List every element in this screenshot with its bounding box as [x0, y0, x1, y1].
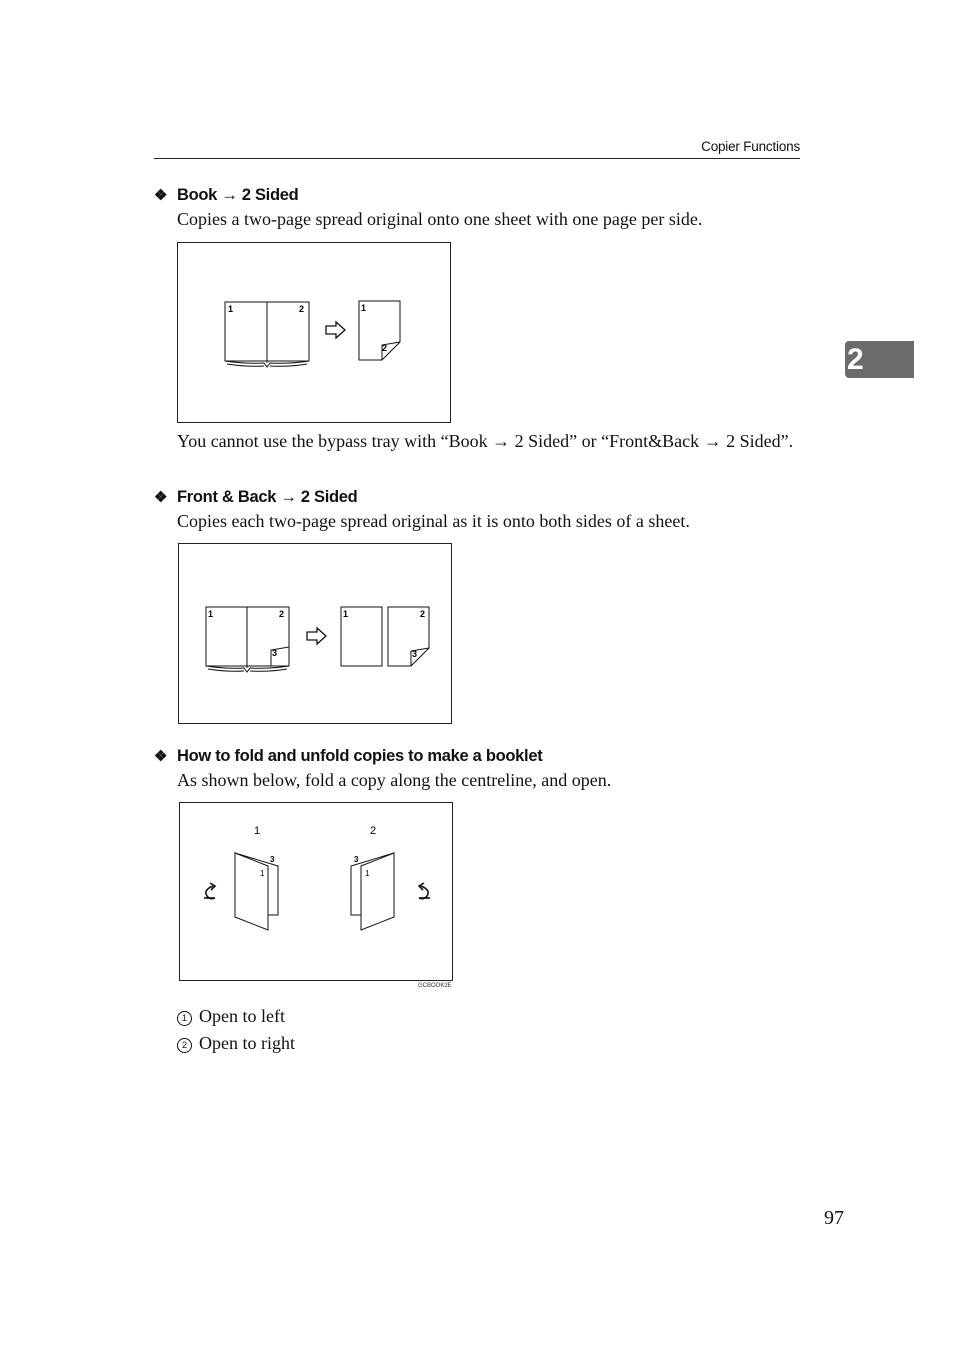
- page-label: 3: [354, 855, 359, 864]
- section-note: You cannot use the bypass tray with “Book → 2 Sided” or “Front&Back → 2 Sided”.: [177, 431, 794, 451]
- arrow-right-icon: [326, 322, 345, 338]
- section-description: Copies a two-page spread original onto one sheet with one page per side.: [177, 209, 703, 229]
- page-label: 1: [228, 304, 234, 314]
- legend-text: Open to right: [199, 1033, 295, 1053]
- section-heading-book-2-sided: [154, 186, 298, 205]
- header-title: Copier Functions: [701, 139, 800, 154]
- figure-booklet-fold: [179, 802, 453, 981]
- chapter-tab: 2: [845, 341, 914, 378]
- legend-item: [177, 1033, 295, 1054]
- page-label: 1: [343, 609, 349, 619]
- page-label: 2: [382, 343, 388, 353]
- page-label: 1: [208, 609, 214, 619]
- open-right-arrow-icon: [419, 883, 430, 899]
- arrow-right-icon: [307, 628, 326, 644]
- section-description: As shown below, fold a copy along the centreline, and open.: [177, 770, 612, 790]
- page-label: 2: [279, 609, 285, 619]
- section-heading-text: Book → 2 Sided: [177, 186, 299, 204]
- legend-item: [177, 1006, 285, 1027]
- figure-front-back-2-sided: [178, 543, 452, 724]
- step-label: 1: [254, 825, 261, 837]
- circled-number: 2: [177, 1038, 192, 1053]
- section-heading-front-back-2-sided: [154, 488, 357, 507]
- page-number: 97: [824, 1207, 844, 1229]
- page-label: 1: [361, 303, 367, 313]
- page-label: 2: [420, 609, 426, 619]
- figure-code: GCBOOK2E: [418, 983, 452, 989]
- section-heading-text: Front & Back → 2 Sided: [177, 488, 358, 506]
- diamond-bullet-icon: ❖: [154, 748, 168, 765]
- circled-number: 1: [177, 1011, 192, 1026]
- page-label: 3: [272, 648, 278, 658]
- page-label: 3: [270, 855, 275, 864]
- page-label: 2: [299, 304, 305, 314]
- section-description: Copies each two-page spread original as it is onto both sides of a sheet.: [177, 511, 690, 531]
- step-label: 2: [370, 825, 377, 837]
- header-rule: [154, 158, 800, 159]
- diamond-bullet-icon: ❖: [154, 187, 168, 204]
- diamond-bullet-icon: ❖: [154, 489, 168, 506]
- section-heading-text: How to fold and unfold copies to make a booklet: [177, 747, 543, 765]
- legend-text: Open to left: [199, 1006, 285, 1026]
- page-label: 1: [365, 869, 370, 878]
- open-left-arrow-icon: [204, 883, 215, 899]
- section-heading-booklet: [154, 747, 542, 766]
- page-label: 1: [260, 869, 265, 878]
- figure-book-2-sided: [177, 242, 451, 423]
- page-label: 3: [412, 649, 418, 659]
